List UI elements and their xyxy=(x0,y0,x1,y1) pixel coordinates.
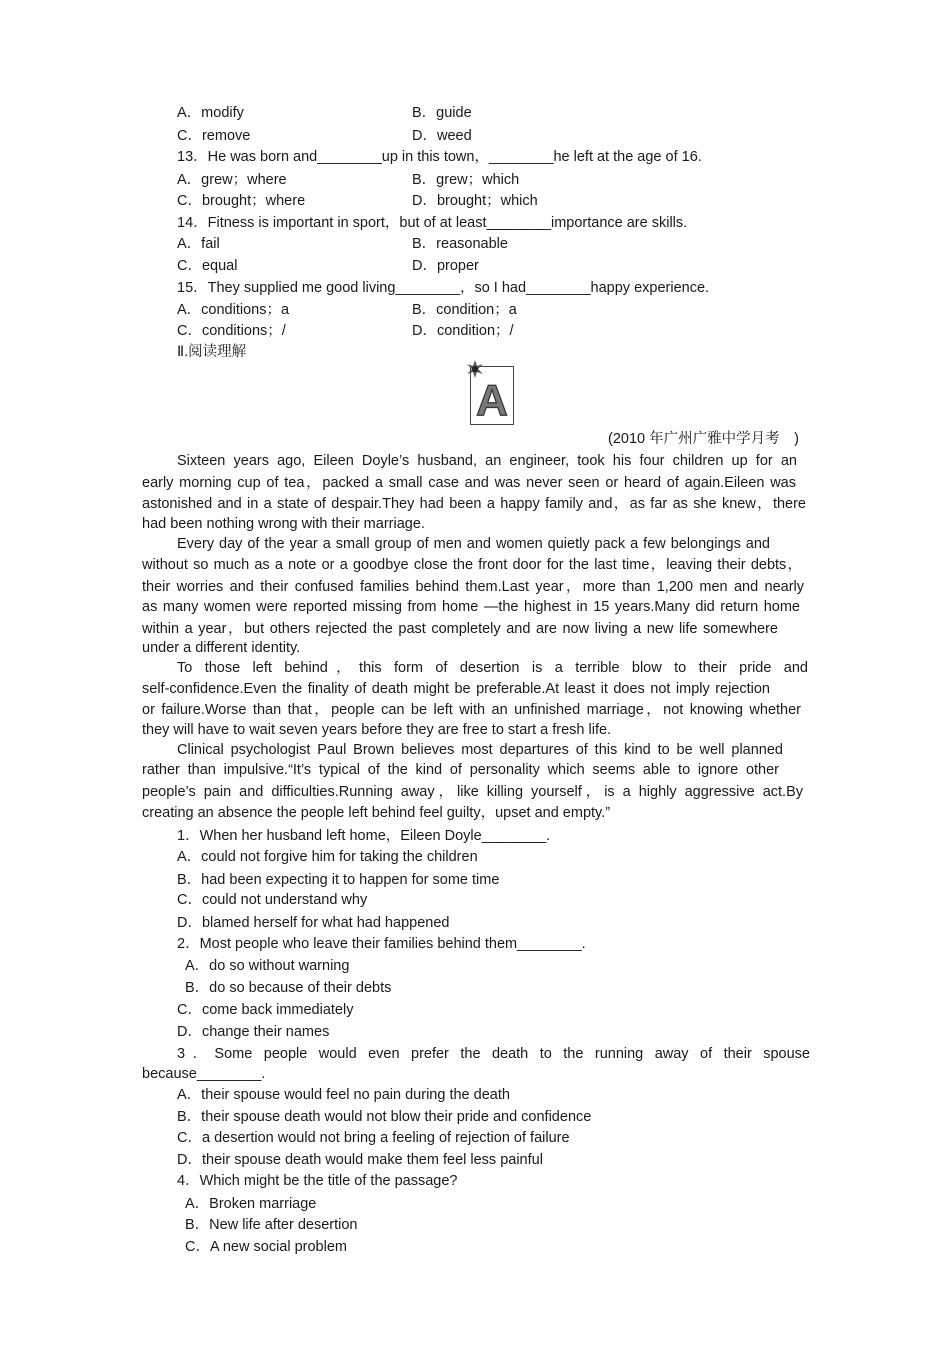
q14-option-d: D．proper xyxy=(412,258,479,274)
q12-option-a: A．modify xyxy=(177,105,244,121)
q13-option-d: D．brought；which xyxy=(412,193,538,209)
starburst-icon xyxy=(466,360,484,378)
q2-option-c: C．come back immediately xyxy=(177,1002,354,1018)
q14-stem: 14．Fitness is important in sport，but of at least________importance are skills. xyxy=(177,215,688,231)
passage-p1-line: early morning cup of tea，packed a small case and was never seen or heard of again.Eileen was xyxy=(142,475,796,491)
q13-stem: 13．He was born and________up in this town，________he left at the age of 16. xyxy=(177,149,702,165)
q15-option-c: C．conditions；/ xyxy=(177,323,286,339)
q4-option-c: C．A new social problem xyxy=(185,1239,347,1255)
passage-p2-line: without so much as a note or a goodbye close the front door for the last time，leaving their debts， xyxy=(142,557,802,573)
source-note: (2010 年广州广雅中学月考 ) xyxy=(608,431,799,447)
passage-p4-line: Clinical psychologist Paul Brown believes most departures of this kind to be well planned xyxy=(177,742,783,758)
q12-option-d: D．weed xyxy=(412,128,472,144)
passage-p3-line: or failure.Worse than that，people can be left with an unfinished marriage，not knowing whether xyxy=(142,702,801,718)
q2-option-a: A．do so without warning xyxy=(185,958,350,974)
passage-p2-line: within a year，but others rejected the past completely and are now living a new life somewhere xyxy=(142,621,778,637)
q13-option-c: C．brought；where xyxy=(177,193,306,209)
q3-option-a: A．their spouse would feel no pain during the death xyxy=(177,1087,510,1103)
passage-p4-line: creating an absence the people left behind feel guilty，upset and empty.” xyxy=(142,805,611,821)
q15-stem: 15．They supplied me good living________，so I had________happy experience. xyxy=(177,280,710,296)
passage-p2-line: as many women were reported missing from home —the highest in 15 years.Many did return home xyxy=(142,599,800,615)
passage-p1-line: had been nothing wrong with their marriage. xyxy=(142,516,425,532)
q13-option-a: A．grew；where xyxy=(177,172,287,188)
passage-logo-letter: A xyxy=(476,376,508,424)
q2-stem: 2．Most people who leave their families behind them________. xyxy=(177,936,586,952)
passage-p3-line: they will have to wait seven years before they are free to start a fresh life. xyxy=(142,722,612,738)
q4-option-b: B．New life after desertion xyxy=(185,1217,358,1233)
q4-stem: 4．Which might be the title of the passage? xyxy=(177,1173,458,1189)
q14-option-a: A．fail xyxy=(177,236,220,252)
q3-option-b: B．their spouse death would not blow their pride and confidence xyxy=(177,1109,592,1125)
passage-p1-line: astonished and in a state of despair.They had been a happy family and，as far as she knew，there xyxy=(142,496,806,512)
q3-option-d: D．their spouse death would make them feel less painful xyxy=(177,1152,543,1168)
q1-option-d: D．blamed herself for what had happened xyxy=(177,915,450,931)
q1-stem: 1．When her husband left home，Eileen Doyle________. xyxy=(177,828,551,844)
q13-option-b: B．grew；which xyxy=(412,172,520,188)
passage-p2-line: Every day of the year a small group of men and women quietly pack a few belongings and xyxy=(177,536,770,552)
passage-p1-line: Sixteen years ago, Eileen Doyle’s husband, an engineer, took his four children up for an xyxy=(177,453,797,469)
passage-p3-line: To those left behind，this form of desertion is a terrible blow to their pride and xyxy=(177,660,808,676)
q3-stem-line2: because________. xyxy=(142,1066,266,1082)
q1-option-a: A．could not forgive him for taking the children xyxy=(177,849,478,865)
q15-option-b: B．condition；a xyxy=(412,302,517,318)
q15-option-d: D．condition；/ xyxy=(412,323,514,339)
q3-option-c: C．a desertion would not bring a feeling of rejection of failure xyxy=(177,1130,570,1146)
passage-p4-line: people’s pain and difficulties.Running away，like killing yourself，is a highly aggressive act.By xyxy=(142,784,803,800)
q15-option-a: A．conditions；a xyxy=(177,302,290,318)
passage-p3-line: self-confidence.Even the finality of death might be preferable.At least it does not imply rejection xyxy=(142,681,770,697)
q12-option-b: B．guide xyxy=(412,105,472,121)
q14-option-c: C．equal xyxy=(177,258,238,274)
q1-option-c: C．could not understand why xyxy=(177,892,368,908)
q2-option-b: B．do so because of their debts xyxy=(185,980,392,996)
q12-option-c: C．remove xyxy=(177,128,251,144)
q4-option-a: A．Broken marriage xyxy=(185,1196,317,1212)
q14-option-b: B．reasonable xyxy=(412,236,508,252)
passage-p4-line: rather than impulsive.“It’s typical of the kind of personality which seems able to ignore other xyxy=(142,762,779,778)
q3-stem-line1: 3．Some people would even prefer the death to the running away of their spouse xyxy=(177,1046,810,1062)
passage-p2-line: their worries and their confused families behind them.Last year，more than 1,200 men and nearly xyxy=(142,579,804,595)
q1-option-b: B．had been expecting it to happen for some time xyxy=(177,872,500,888)
passage-p2-line: under a different identity. xyxy=(142,640,301,656)
q2-option-d: D．change their names xyxy=(177,1024,330,1040)
section-heading: Ⅱ.阅读理解 xyxy=(177,344,247,360)
